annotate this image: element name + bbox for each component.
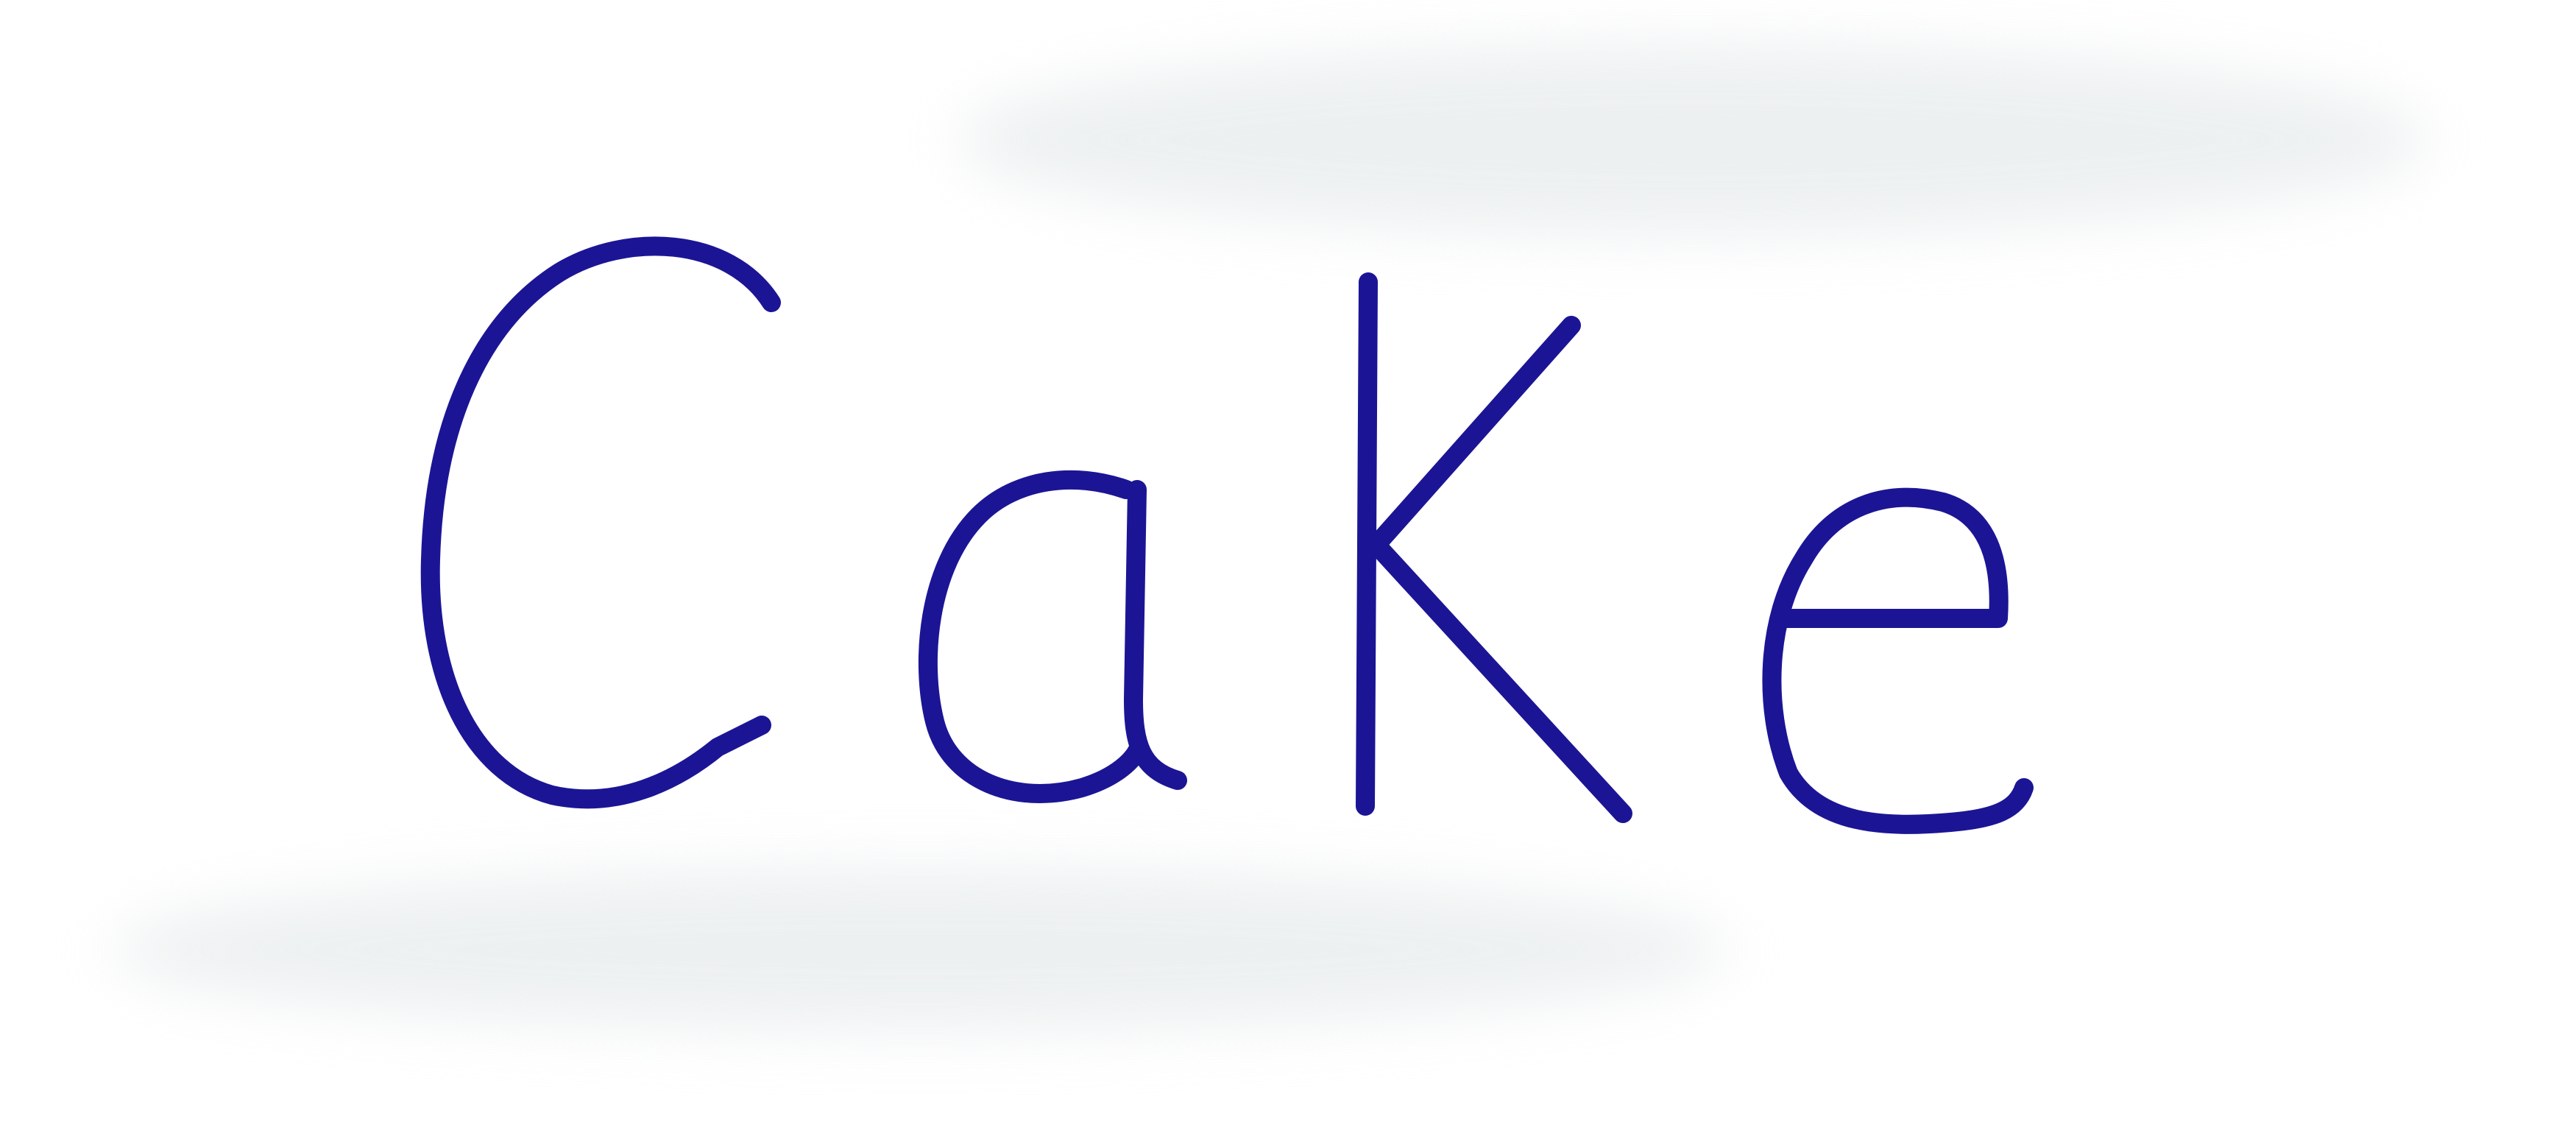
letter-k bbox=[1365, 282, 1623, 814]
letter-a bbox=[928, 480, 1178, 794]
letter-c bbox=[431, 246, 771, 799]
letter-e bbox=[1772, 498, 2024, 825]
